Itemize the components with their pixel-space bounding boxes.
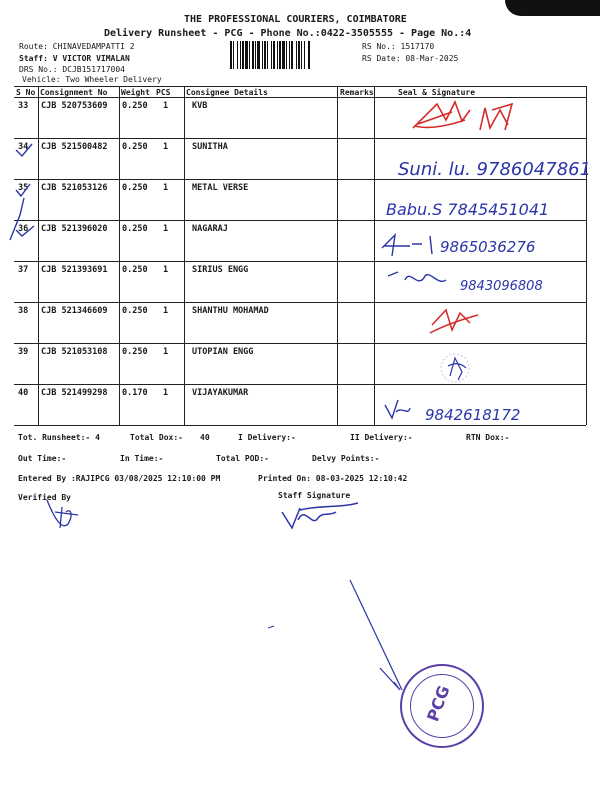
- col-remarks: Remarks: [340, 88, 374, 97]
- total-dox-label: Total Dox:-: [130, 433, 183, 442]
- col-pcs: PCS: [156, 88, 171, 97]
- in-time: In Time:-: [120, 454, 164, 463]
- col-seal: Seal & Signature: [398, 88, 476, 97]
- cell-sno: 38: [18, 306, 29, 316]
- col-consignee: Consignee Details: [186, 88, 268, 97]
- cell-pcs: 1: [163, 101, 169, 111]
- delvy-points: Delvy Points:-: [312, 454, 380, 463]
- cell-consignee: METAL VERSE: [192, 183, 249, 193]
- cell-consignment: CJB 521499298: [41, 388, 108, 398]
- cell-weight: 0.170: [122, 388, 148, 398]
- drs-no: DRS No.: DCJB151717004: [19, 65, 125, 74]
- cell-weight: 0.250: [122, 306, 148, 316]
- company-title: THE PROFESSIONAL COURIERS, COIMBATORE: [184, 14, 407, 25]
- cell-pcs: 1: [163, 265, 169, 275]
- col-consignment: Consignment No: [40, 88, 108, 97]
- rs-no: RS No.: 1517170: [362, 42, 435, 51]
- cell-consignee: NAGARAJ: [192, 224, 228, 234]
- cell-consignment: CJB 520753609: [41, 101, 108, 111]
- cell-weight: 0.250: [122, 183, 148, 193]
- check-marks: [10, 144, 34, 240]
- cell-pcs: 1: [163, 347, 169, 357]
- cell-weight: 0.250: [122, 265, 148, 275]
- cell-consignee: SIRIUS ENGG: [192, 265, 249, 275]
- vehicle: Vehicle: Two Wheeler Delivery: [22, 75, 162, 84]
- rs-date: RS Date: 08-Mar-2025: [362, 54, 459, 63]
- cell-consignment: CJB 521053108: [41, 347, 108, 357]
- red-signature-row33: [413, 102, 512, 130]
- red-mark-row38: [430, 310, 478, 333]
- cell-consignment: CJB 521346609: [41, 306, 108, 316]
- staff: Staff: V VICTOR VIMALAN: [19, 54, 130, 63]
- entered-by: Entered By :RAJIPCG 03/08/2025 12:10:00 PM: [18, 474, 221, 483]
- cell-consignment: CJB 521396020: [41, 224, 108, 234]
- cell-sno: 37: [18, 265, 29, 275]
- ii-delivery: II Delivery:-: [350, 433, 413, 442]
- handwriting-row35: Babu.S 7845451041: [386, 200, 550, 219]
- cell-weight: 0.250: [122, 101, 148, 111]
- cell-weight: 0.250: [122, 224, 148, 234]
- i-delivery: I Delivery:-: [238, 433, 296, 442]
- col-sno: S No: [16, 88, 36, 97]
- handwriting-row37: 9843096808: [460, 279, 543, 294]
- cell-pcs: 1: [163, 183, 169, 193]
- route: Route: CHINAVEDAMPATTI 2: [19, 42, 135, 51]
- col-weight: Weight: [121, 88, 150, 97]
- cell-pcs: 1: [163, 388, 169, 398]
- signature-row39: [448, 358, 466, 380]
- cell-consignment: CJB 521500482: [41, 142, 108, 152]
- cell-sno: 40: [18, 388, 29, 398]
- cell-consignee: SHANTHU MOHAMAD: [192, 306, 269, 316]
- staff-signature-label: Staff Signature: [278, 491, 351, 500]
- cell-sno: 36: [18, 224, 29, 234]
- cell-pcs: 1: [163, 224, 169, 234]
- stamp-text: PCG: [423, 683, 454, 724]
- cell-sno: 39: [18, 347, 29, 357]
- verified-by: Verified By: [18, 493, 71, 502]
- pcg-stamp: [400, 664, 484, 748]
- cell-consignee: KVB: [192, 101, 208, 111]
- verified-signature: [47, 500, 78, 528]
- total-dox-value: 40: [200, 433, 210, 442]
- cell-consignment: CJB 521393691: [41, 265, 108, 275]
- cell-consignee: VIJAYAKUMAR: [192, 388, 249, 398]
- cell-weight: 0.250: [122, 347, 148, 357]
- total-pod: Total POD:-: [216, 454, 269, 463]
- tot-runsheet: Tot. Runsheet:- 4: [18, 433, 100, 442]
- out-time: Out Time:-: [18, 454, 67, 463]
- printed-on: Printed On: 08-03-2025 12:10:42: [258, 474, 408, 483]
- handwriting-row34: Suni. lu. 9786047861: [398, 159, 592, 180]
- runsheet-title: Delivery Runsheet - PCG - Phone No.:0422-3505555 - Page No.:4: [104, 28, 472, 39]
- cell-consignee: SUNITHA: [192, 142, 228, 152]
- staff-signature: [282, 503, 358, 528]
- cell-consignment: CJB 521053126: [41, 183, 108, 193]
- cell-sno: 33: [18, 101, 29, 111]
- cell-pcs: 1: [163, 306, 169, 316]
- handwriting-row36: 9865036276: [440, 238, 536, 256]
- cell-sno: 34: [18, 142, 29, 152]
- cell-weight: 0.250: [122, 142, 148, 152]
- handwriting-row40: 9842618172: [425, 406, 521, 424]
- cell-pcs: 1: [163, 142, 169, 152]
- cell-sno: 35: [18, 183, 29, 193]
- cell-consignee: UTOPIAN ENGG: [192, 347, 254, 357]
- rtn-dox: RTN Dox:-: [466, 433, 510, 442]
